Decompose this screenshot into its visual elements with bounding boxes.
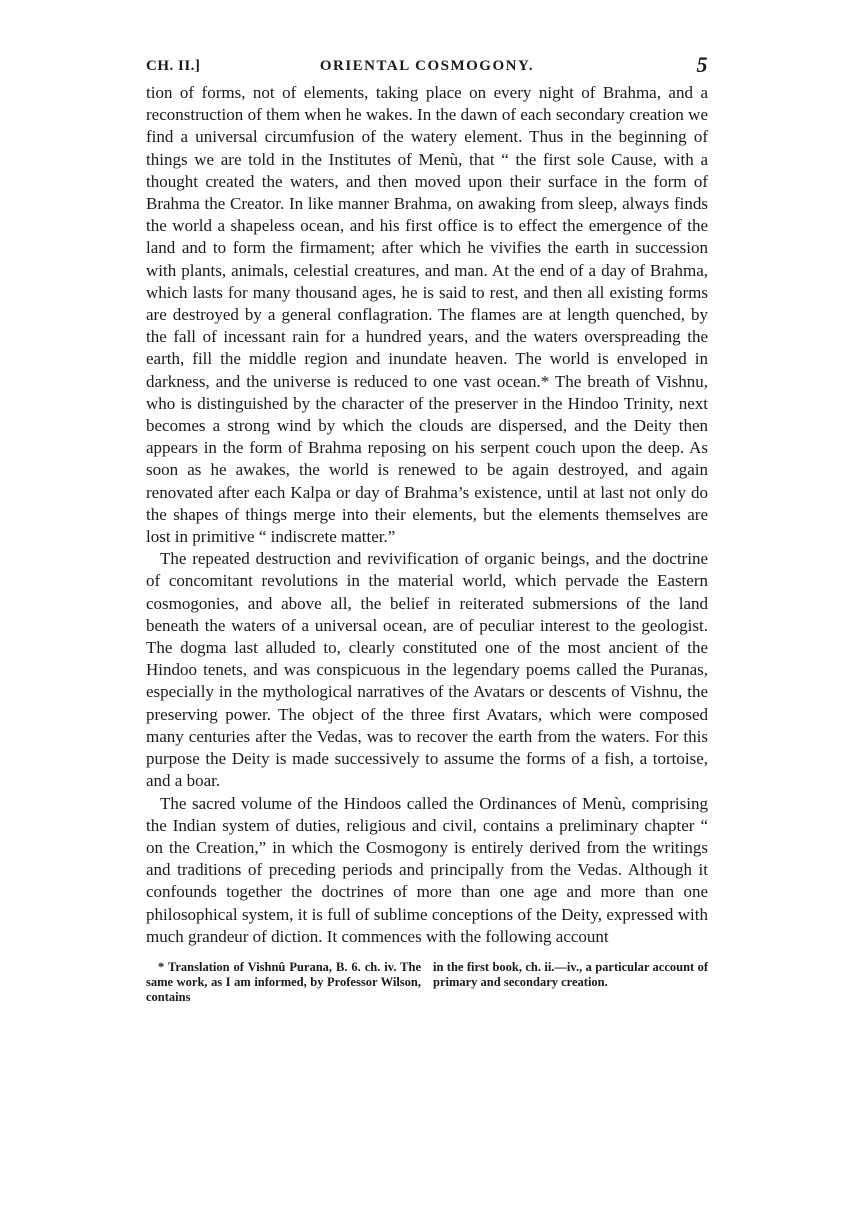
footnote (146, 960, 708, 1005)
paragraph-continuation: tion of forms, not of elements, taking place on every night of Brahma, and a reconstruction of them when he wakes. In the dawn of each secondary creation we find a universal circumfusion of the watery element. Thus in the beginning of things we are told in the Institutes of Menù, that “ the first sole Cause, with a thought created the waters, and then moved upon their surface in the form of Brahma the Creator. In like manner Brahma, on awaking from sleep, always finds the world a shapeless ocean, and his first office is to effect the emergence of the land and to form the firmament; after which he vivifies the earth in succession with plants, animals, celestial creatures, and man. At the end of a day of Brahma, which lasts for many thousand ages, he is said to rest, and then all existing forms are destroyed by a general conflagration. The flames are at length quenched, by the fall of incessant rain for a hundred years, and the waters overspreading the earth, fill the middle region and inundate heaven. The world is enveloped in darkness, and the universe is reduced to one vast ocean.* The breath of Vishnu, who is distinguished by the character of the preserver in the Hindoo Trinity, next becomes a strong wind by which the clouds are dispersed, and the Deity then appears in the form of Brahma reposing on his serpent couch upon the deep. As soon as he awakes, the world is renewed to be again destroyed, and again renovated after each Kalpa or day of Brahma’s existence, until at last not only do the shapes of things merge into their elements, but the elements themselves are lost in primitive “ indiscrete matter.” (146, 83, 708, 547)
chapter-label: CH. II.] (146, 58, 201, 74)
running-title: ORIENTAL COSMOGONY. (319, 58, 535, 74)
paragraph-revivification: The repeated destruction and revivification of organic beings, and the doctrine of concomitant revolutions in the material world, which pervade the Eastern cosmogonies, and above all, the belief in reiterated submersions of the land beneath the waters of a universal ocean, are of peculiar interest to the geologist. The dogma last alluded to, clearly constituted one of the most ancient of the Hindoo tenets, and was conspicuous in the legendary poems called the Puranas, especially in the mythological narratives of the Avatars or descents of Vishnu, the preserving power. The object of the three first Avatars, which were composed many centuries after the Vedas, was to recover the earth from the waters. For this purpose the Deity is made successively to assume the forms of a fish, a tortoise, and a boar. (146, 549, 708, 791)
page-number: 5 (696, 52, 708, 77)
footnote-column-right: in the first book, ch. ii.—iv., a particular account of primary and secondary creation. (433, 959, 708, 989)
body-text (146, 82, 708, 948)
footnote-column-left: * Translation of Vishnû Purana, B. 6. ch. iv. The same work, as I am informed, by Professor Wilson, contains (146, 959, 421, 1004)
running-head (146, 52, 708, 82)
paragraph-ordinances-of-menu: The sacred volume of the Hindoos called the Ordinances of Menù, comprising the Indian system of duties, religious and civil, contains a preliminary chapter “ on the Creation,” in which the Cosmogony is entirely derived from the writings and traditions of preceding periods and principally from the Vedas. Although it confounds together the doctrines of more than one age and more than one philosophical system, it is full of sublime conceptions of the Deity, expressed with much grandeur of diction. It commences with the following account (146, 793, 708, 946)
book-page (146, 52, 708, 1005)
